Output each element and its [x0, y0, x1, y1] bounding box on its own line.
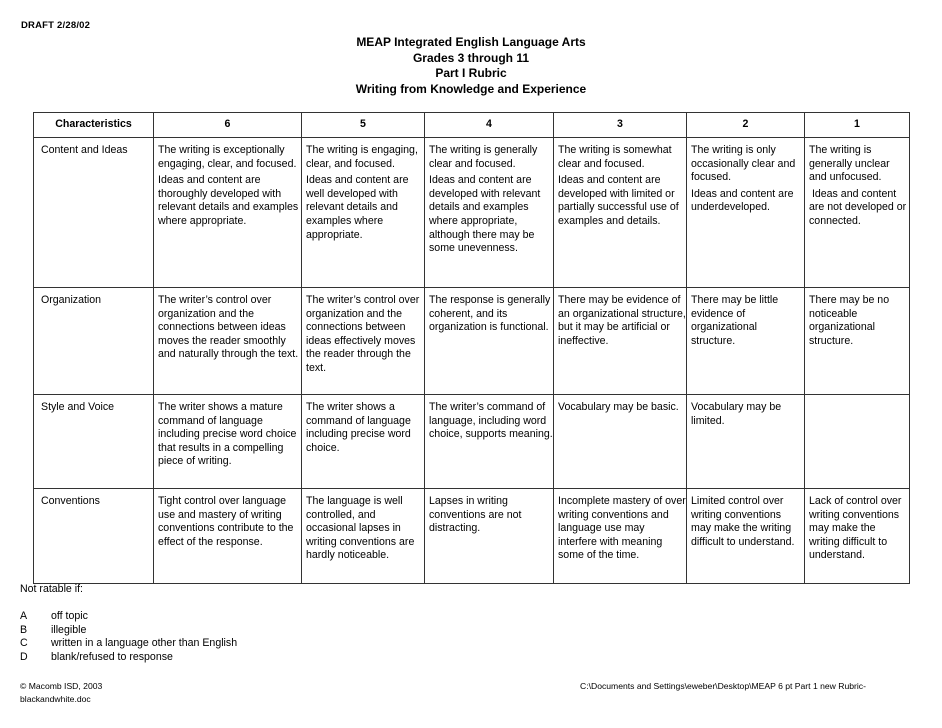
rubric-cell — [554, 489, 687, 584]
cell-text: Ideas and content are developed with relevant details and examples where appropriate, although there may be some unevenness. — [429, 174, 541, 255]
footer-left — [20, 680, 102, 705]
rubric-cell — [687, 395, 805, 489]
cell-text: The writing is engaging, clear, and focused. — [306, 144, 418, 170]
rubric-cell — [154, 138, 302, 288]
list-item-text: illegible — [51, 623, 87, 636]
table-row — [34, 288, 910, 395]
rubric-cell — [154, 288, 302, 395]
list-item-letter: C — [20, 637, 28, 650]
rubric-cell — [425, 138, 554, 288]
rubric-cell — [425, 395, 554, 489]
rubric-cell — [425, 288, 554, 395]
rubric-cell — [687, 288, 805, 395]
header-score-3: 3 — [554, 113, 687, 138]
cell-text: There may be little evidence of organizational structure. — [691, 294, 779, 347]
rubric-cell — [805, 138, 910, 288]
cell-text: The writing is exceptionally engaging, clear, and focused. — [158, 144, 297, 170]
not-ratable-list — [20, 610, 237, 664]
rubric-cell — [154, 489, 302, 584]
cell-text: The writing is generally unclear and unfocused. — [809, 144, 890, 184]
rubric-cell — [554, 138, 687, 288]
cell-text: Ideas and content are developed with limited or partially successful use of examples and details. — [558, 174, 679, 227]
cell-text: The writer shows a command of language including precise word choice. — [306, 401, 411, 454]
row-characteristic-label: Conventions — [34, 489, 154, 584]
header-score-6: 6 — [154, 113, 302, 138]
header-score-2: 2 — [687, 113, 805, 138]
rubric-cell — [805, 489, 910, 584]
rubric-cell — [805, 395, 910, 489]
rubric-cell — [554, 395, 687, 489]
cell-text: The writer’s control over organization and the connections between ideas effectively moves the reader through the text. — [306, 294, 420, 374]
cell-text: Limited control over writing conventions may make the writing difficult to understand. — [691, 495, 795, 548]
cell-text: Lapses in writing conventions are not distracting. — [429, 495, 522, 535]
row-characteristic-label: Style and Voice — [34, 395, 154, 489]
cell-text: The writing is somewhat clear and focused. — [558, 144, 672, 170]
title-line: Grades 3 through 11 — [412, 50, 530, 65]
rubric-table — [33, 112, 910, 584]
list-item-letter: D — [20, 650, 28, 663]
footer-copyright: © Macomb ISD, 2003 — [20, 681, 103, 691]
list-item — [20, 610, 237, 624]
footer-filename: blackandwhite.doc — [20, 693, 91, 704]
cell-text: The response is generally coherent, and its organization is functional. — [429, 294, 551, 334]
document-title — [0, 35, 942, 97]
cell-text: Ideas and content are not developed or connected. — [809, 187, 907, 227]
cell-text: The writer’s command of language, including word choice, supports meaning. — [429, 401, 553, 441]
cell-text: Tight control over language use and mastery of writing conventions contribute to the effect of the response. — [158, 495, 294, 548]
cell-text: Incomplete mastery of over writing conventions and language use may interfere with meaning some of the time. — [558, 495, 686, 562]
header-score-4: 4 — [425, 113, 554, 138]
cell-text: The writer shows a mature command of language including precise word choice that results in a compelling piece of writing. — [158, 401, 297, 468]
header-score-1: 1 — [805, 113, 910, 138]
header-characteristics: Characteristics — [34, 113, 154, 138]
list-item-text: off topic — [51, 610, 88, 622]
table-row — [34, 489, 910, 584]
not-ratable-label: Not ratable if: — [20, 583, 84, 595]
cell-text: Ideas and content are well developed with relevant details and examples where appropriate. — [306, 174, 409, 241]
table-row — [34, 395, 910, 489]
cell-text: There may be no noticeable organizational structure. — [809, 294, 890, 347]
cell-text: The writing is only occasionally clear and focused. — [691, 144, 796, 184]
cell-text: Vocabulary may be limited. — [691, 401, 782, 427]
cell-text: Vocabulary may be basic. — [558, 401, 679, 413]
cell-text: Ideas and content are underdeveloped. — [691, 187, 794, 214]
table-body — [34, 138, 910, 584]
cell-text: The writer’s control over organization and the connections between ideas moves the reader smoothly and naturally through the text. — [158, 294, 299, 361]
table-row — [34, 138, 910, 288]
row-characteristic-label: Organization — [34, 288, 154, 395]
title-line: Part I Rubric — [435, 66, 507, 80]
list-item — [20, 651, 237, 665]
row-characteristic-label: Content and Ideas — [34, 138, 154, 288]
cell-text: The language is well controlled, and occasional lapses in writing conventions are hardly noticeable. — [306, 495, 415, 562]
rubric-cell — [687, 489, 805, 584]
list-item-letter: A — [20, 610, 28, 622]
draft-date: DRAFT 2/28/02 — [21, 20, 91, 31]
list-item-letter: B — [20, 623, 28, 636]
rubric-cell — [302, 489, 425, 584]
rubric-cell — [687, 138, 805, 288]
cell-text: The writing is generally clear and focused. — [429, 144, 538, 170]
header-score-5: 5 — [302, 113, 425, 138]
cell-text: There may be evidence of an organizational structure, but it may be artificial or ineffective. — [558, 294, 686, 347]
table-header-row — [34, 113, 910, 138]
title-line: Writing from Knowledge and Experience — [355, 81, 587, 96]
title-line: MEAP Integrated English Language Arts — [356, 35, 586, 49]
list-item-text: blank/refused to response — [51, 650, 173, 663]
rubric-cell — [554, 288, 687, 395]
rubric-cell — [302, 395, 425, 489]
cell-text: Ideas and content are thoroughly developed with relevant details and examples where appropriate. — [158, 174, 299, 227]
list-item-text: written in a language other than English — [51, 637, 238, 650]
rubric-cell — [302, 288, 425, 395]
list-item — [20, 624, 237, 638]
rubric-cell — [302, 138, 425, 288]
cell-text: Lack of control over writing conventions may make the writing difficult to understand. — [809, 495, 902, 562]
rubric-cell — [154, 395, 302, 489]
footer-file-path: C:\Documents and Settings\eweber\Desktop\MEAP 6 pt Part 1 new Rubric- — [580, 681, 866, 691]
list-item — [20, 637, 237, 651]
rubric-cell — [805, 288, 910, 395]
rubric-cell — [425, 489, 554, 584]
